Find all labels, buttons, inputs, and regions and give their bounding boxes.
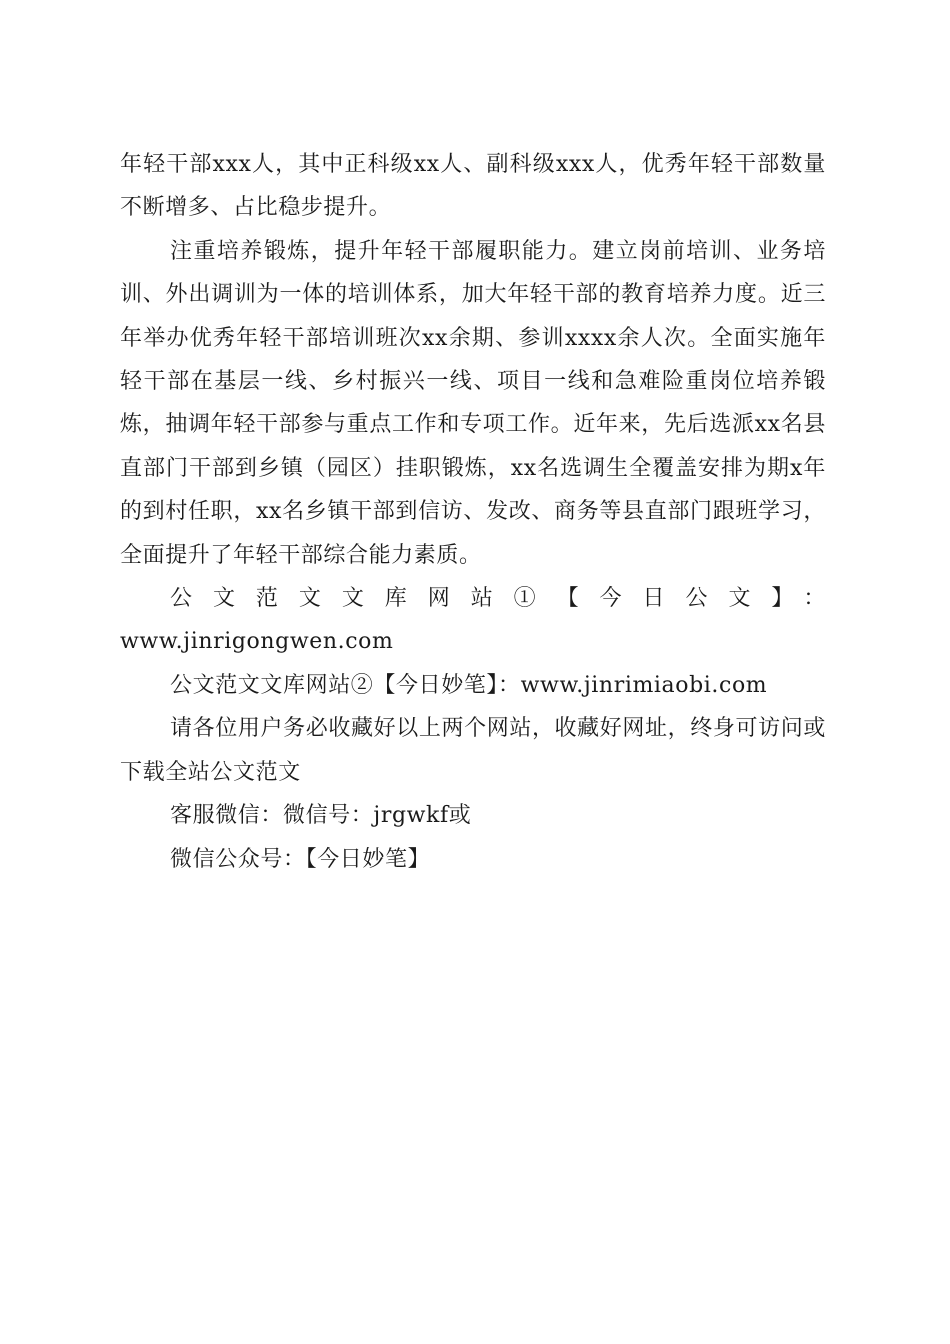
paragraph-cadre-numbers: 年轻干部xxx人，其中正科级xx人、副科级xxx人，优秀年轻干部数量不断增多、占比稳步提升。 <box>120 152 826 221</box>
bookmark-notice: 请各位用户务必收藏好以上两个网站，收藏好网址，终身可访问或下载全站公文范文 <box>120 716 826 785</box>
wechat-service-line: 客服微信：微信号：jrgwkf或 <box>170 803 472 829</box>
paragraph-training: 注重培养锻炼，提升年轻干部履职能力。建立岗前培训、业务培训、外出调训为一体的培训体系，加大年轻干部的教育培养力度。近三年举办优秀年轻干部培训班次xx余期、参训xxxx余人次。全面实施年轻干部在基层一线、乡村振兴一线、项目一线和急难险重岗位培养锻炼，抽调年轻干部参与重点工作和专项工作。近年来，先后选派xx名县直部门干部到乡镇（园区）挂职锻炼，xx名选调生全覆盖安排为期x年的到村任职，xx名乡镇干部到信访、发改、商务等县直部门跟班学习，全面提升了年轻干部综合能力素质。 <box>120 238 826 568</box>
website-1-label: 公文范文文库网站①【今日公文】： <box>170 586 826 612</box>
website-2-line: 公文范文文库网站②【今日妙笔】：www.jinrimiaobi.com <box>170 672 768 698</box>
website-1-url: www.jinrigongwen.com <box>120 629 394 655</box>
wechat-public-line: 微信公众号：【今日妙笔】 <box>170 846 431 872</box>
document-body <box>120 143 826 881</box>
